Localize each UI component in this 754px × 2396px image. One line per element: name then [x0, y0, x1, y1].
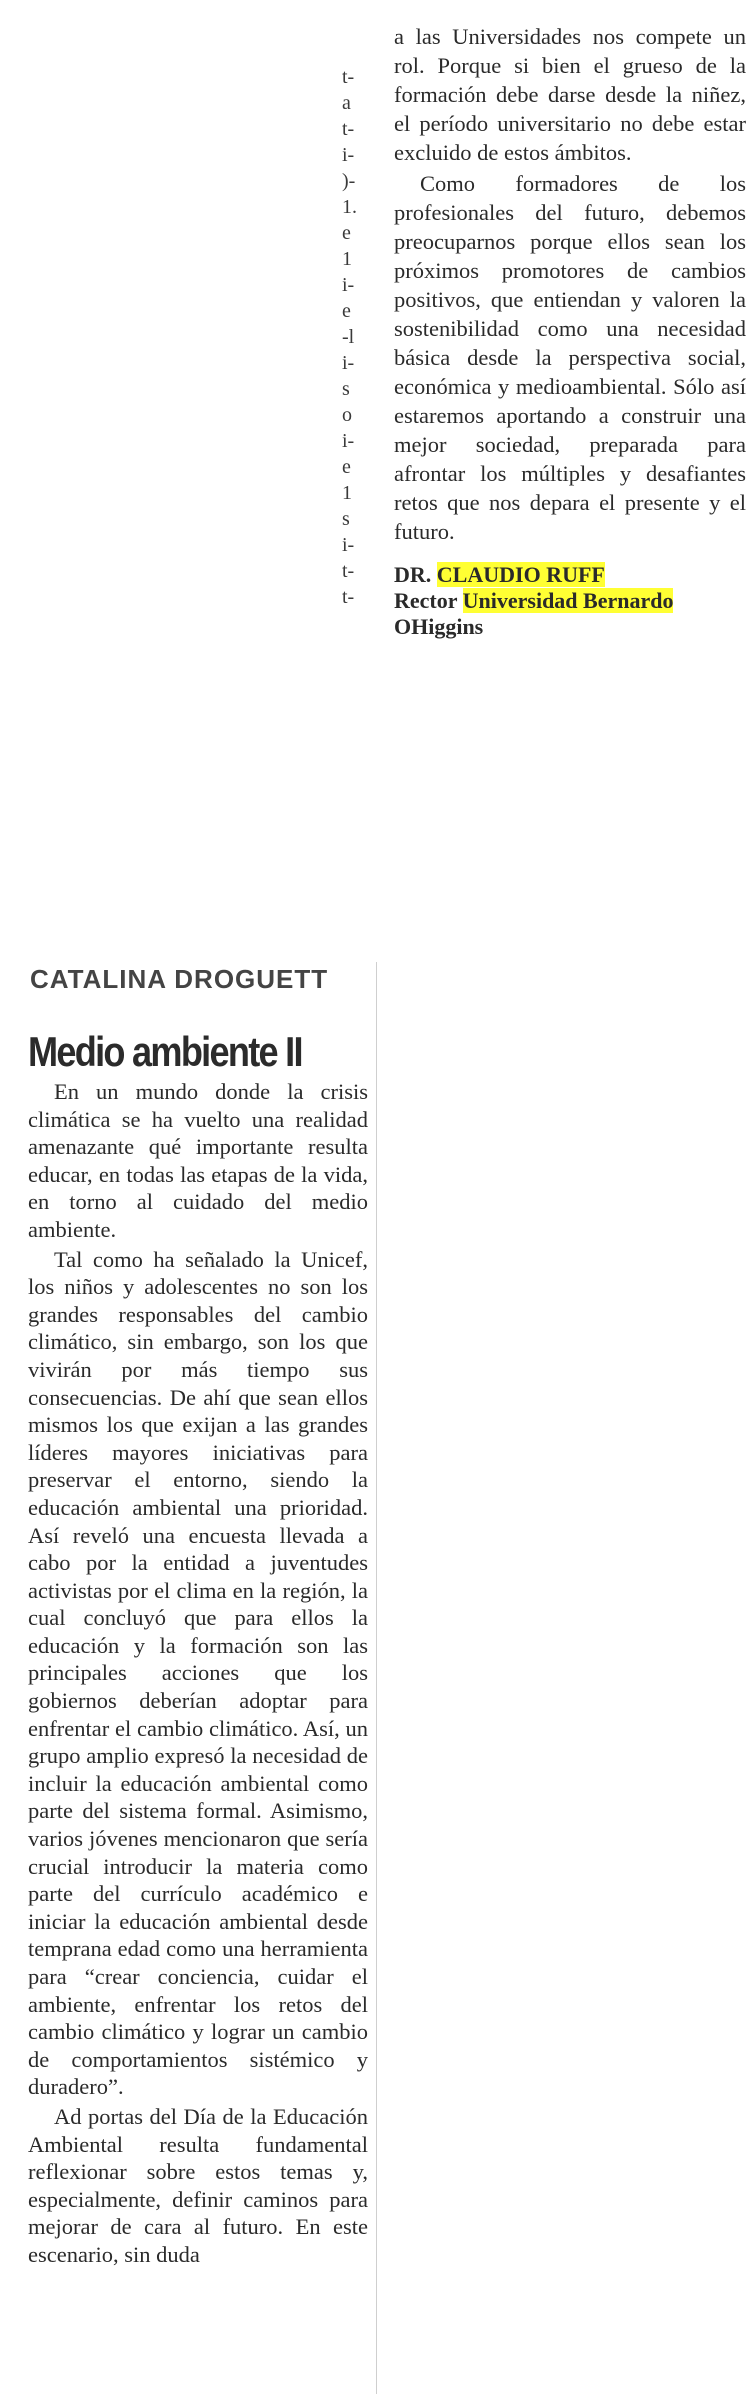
signature-institution-line: OHiggins — [394, 614, 484, 639]
edge-fragment: t- — [342, 66, 355, 88]
article-paragraph: En un mundo donde la crisis climática se ha vuelto una realidad amenazante qué importante resulta educar, en todas las etapas de la vida, en torno al cuidado del medio ambiente. — [28, 1079, 368, 1242]
highlighted-author-name: CLAUDIO RUFF — [436, 562, 605, 587]
edge-fragment: s — [342, 508, 350, 530]
signature-role-line — [394, 588, 746, 614]
signature-name-line — [394, 562, 746, 588]
letter-paragraph: a las Universidades nos compete un rol. Porque si bien el grueso de la formación debe darse desde la niñez, el período universitario no debe estar excluido de estos ámbitos. — [394, 24, 746, 165]
signature-block — [394, 562, 746, 640]
edge-fragment: t- — [342, 586, 355, 608]
edge-fragment: e — [342, 222, 351, 244]
signature-role: Rector — [394, 588, 463, 613]
letter-paragraph: Como formadores de los profesionales del futuro, debemos preocuparnos porque ellos sean los próximos promotores de cambios positivos, que entiendan y valoren la sostenibilidad como una necesidad básica desde la perspectiva social, económica y medioambiental. Sólo así estaremos aportando a construir una mejor sociedad, preparada para afrontar los múltiples y desafiantes retos que nos depara el presente y el futuro. — [394, 171, 746, 544]
highlighted-institution: Universidad Bernardo — [462, 588, 674, 613]
article-headline: Medio ambiente II — [28, 1028, 302, 1075]
edge-fragment: i- — [342, 274, 355, 296]
edge-fragment: e — [342, 456, 351, 478]
article-clipping — [0, 960, 754, 2396]
article-body-column — [28, 1078, 368, 2269]
adjacent-column-edge — [342, 64, 364, 610]
edge-fragment: i- — [342, 430, 355, 452]
edge-fragment: i- — [342, 144, 355, 166]
letter-continuation-clipping — [0, 0, 754, 720]
letter-body-column — [394, 22, 746, 640]
edge-fragment: 1 — [342, 482, 352, 504]
edge-fragment: a — [342, 92, 351, 114]
edge-fragment: 1. — [342, 196, 357, 218]
article-paragraph: Ad portas del Día de la Educación Ambiental resulta fundamental reflexionar sobre estos temas y, especialmente, definir caminos para mejorar de cara al futuro. En este escenario, sin duda — [28, 2103, 368, 2267]
edge-fragment: e — [342, 300, 351, 322]
edge-fragment: -l — [342, 326, 355, 348]
edge-fragment: i- — [342, 352, 355, 374]
edge-fragment: o — [342, 404, 352, 426]
byline-text: CATALINA DROGUETT — [30, 964, 329, 994]
edge-fragment: 1 — [342, 248, 352, 270]
cut-off-byline — [30, 964, 329, 994]
edge-fragment: i- — [342, 534, 355, 556]
edge-fragment: s — [342, 378, 350, 400]
edge-fragment: t- — [342, 118, 355, 140]
edge-fragment: t- — [342, 560, 355, 582]
article-paragraph: Tal como ha señalado la Unicef, los niños y adolescentes no son los grandes responsables del cambio climático, sin embargo, son los que vivirán por más tiempo sus consecuencias. De ahí que sean ellos mismos los que exijan a las grandes líderes mayores iniciativas para preservar el entorno, siendo la educación ambiental una prioridad. Así reveló una encuesta llevada a cabo por la entidad a juventudes activistas por el clima en la región, la cual concluyó que para ellos la educación y la formación son las principales acciones que los gobiernos deberían adoptar para enfrentar el cambio climático. Así, un grupo amplio expresó la necesidad de incluir la educación ambiental como parte del sistema formal. Asimismo, varios jóvenes mencionaron que sería crucial introducir la materia como parte del currículo académico e iniciar la educación ambiental desde temprana edad como una herramienta para “crear conciencia, cuidar el ambiente, enfrentar los retos del cambio climático y lograr un cambio de comportamientos sistémico y duradero”. — [28, 1246, 368, 2100]
signature-title: DR. — [394, 562, 437, 587]
column-divider — [376, 962, 377, 2394]
edge-fragment: )- — [342, 170, 356, 192]
